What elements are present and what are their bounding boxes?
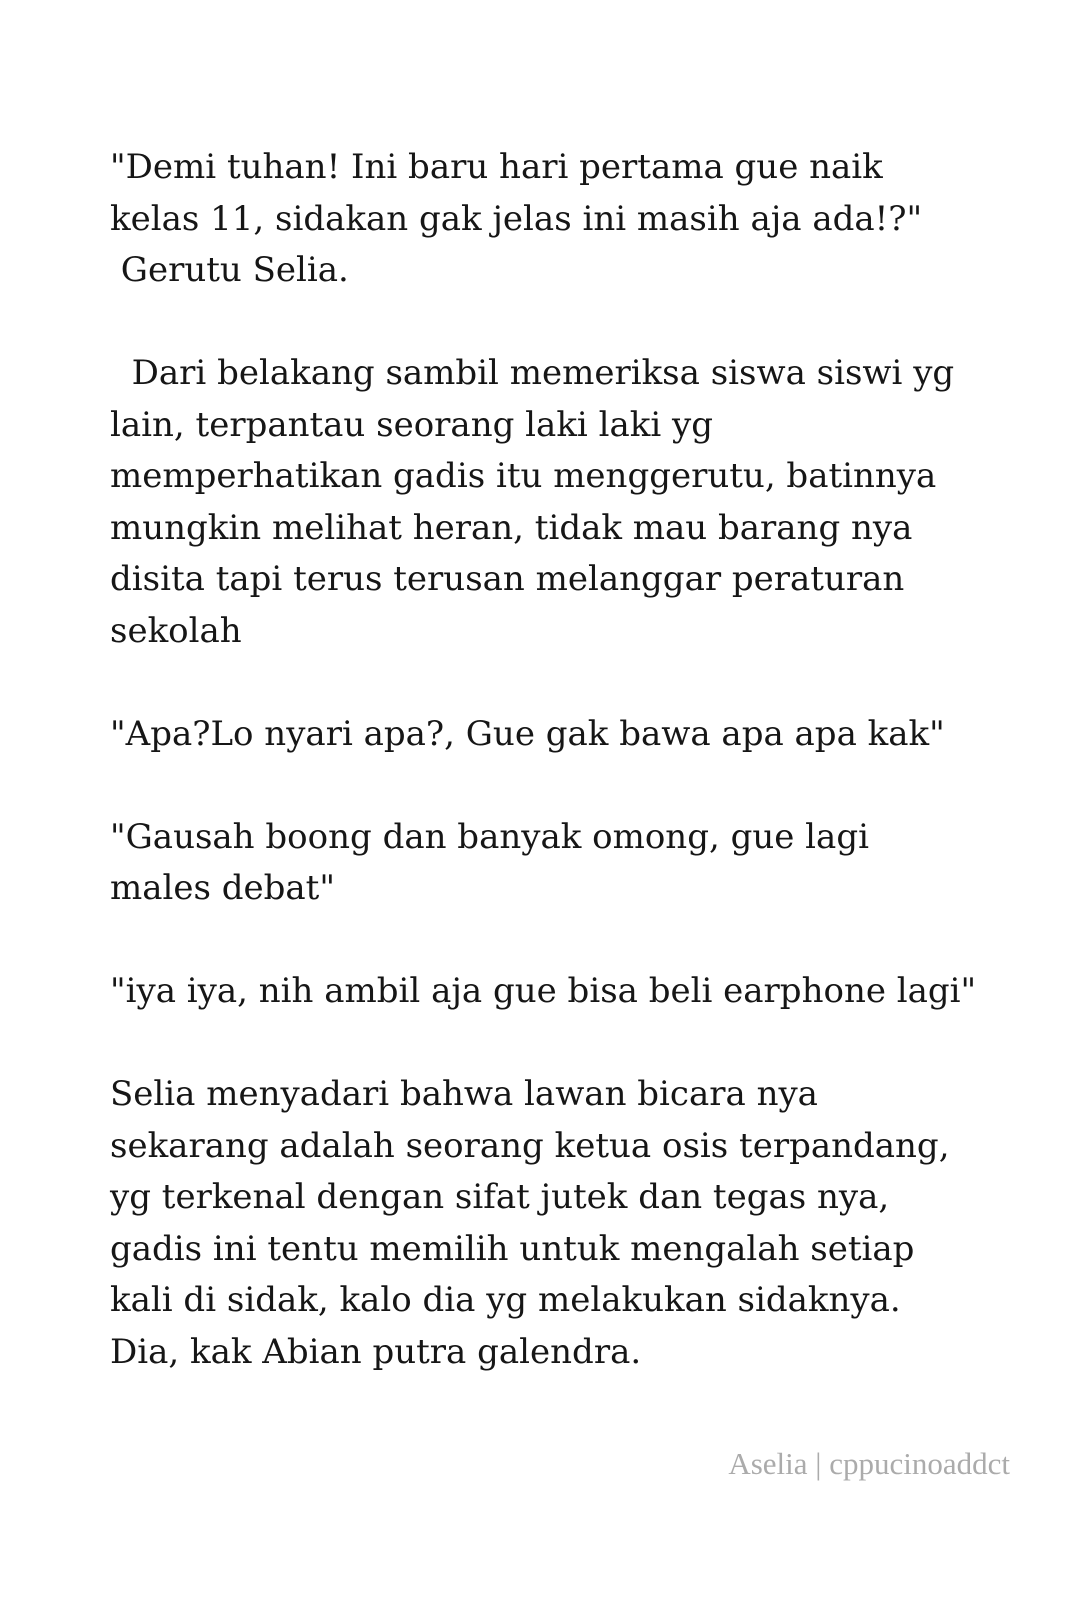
paragraph-gap <box>110 657 1010 709</box>
paragraph-3 <box>110 709 1010 761</box>
text-line: Dia, kak Abian putra galendra. <box>110 1331 642 1372</box>
text-line: "Apa?Lo nyari apa?, Gue gak bawa apa apa kak" <box>110 713 945 754</box>
story-text <box>110 142 1010 1378</box>
author-signature: Aselia | cppucinoaddct <box>728 1446 1010 1481</box>
text-line: Dari belakang sambil memeriksa siswa siswi yg <box>110 353 955 393</box>
text-line: sekarang adalah seorang ketua osis terpandang, <box>110 1125 950 1166</box>
text-line: kali di sidak, kalo dia yg melakukan sidaknya. <box>110 1280 901 1320</box>
text-line: Selia menyadari bahwa lawan bicara nya <box>110 1074 818 1114</box>
text-line: "Demi tuhan! Ini baru hari pertama gue naik <box>110 147 883 187</box>
paragraph-1 <box>110 142 1010 297</box>
text-line: "Gausah boong dan banyak omong, gue lagi <box>110 816 869 857</box>
text-line: males debat" <box>110 868 335 908</box>
text-line: gadis ini tentu memilih untuk mengalah setiap <box>110 1228 915 1269</box>
text-line: "iya iya, nih ambil aja gue bisa beli earphone lagi" <box>110 971 977 1011</box>
text-line: lain, terpantau seorang laki laki yg <box>110 404 714 445</box>
text-line: Gerutu Selia. <box>110 250 349 290</box>
text-line: kelas 11, sidakan gak jelas ini masih aja ada!?" <box>110 198 923 239</box>
paragraph-5 <box>110 966 1010 1018</box>
paragraph-4 <box>110 812 1010 915</box>
text-line: disita tapi terus terusan melanggar peraturan <box>110 559 905 599</box>
paragraph-2 <box>110 348 1010 657</box>
paragraph-gap <box>110 760 1010 812</box>
text-line: yg terkenal dengan sifat jutek dan tegas nya, <box>110 1177 890 1217</box>
paragraph-gap <box>110 297 1010 349</box>
text-line: sekolah <box>110 610 242 651</box>
text-line: memperhatikan gadis itu menggerutu, batinnya <box>110 456 937 496</box>
paragraph-6 <box>110 1069 1010 1378</box>
paragraph-gap <box>110 915 1010 967</box>
text-line: mungkin melihat heran, tidak mau barang nya <box>110 507 913 548</box>
paragraph-gap <box>110 1018 1010 1070</box>
